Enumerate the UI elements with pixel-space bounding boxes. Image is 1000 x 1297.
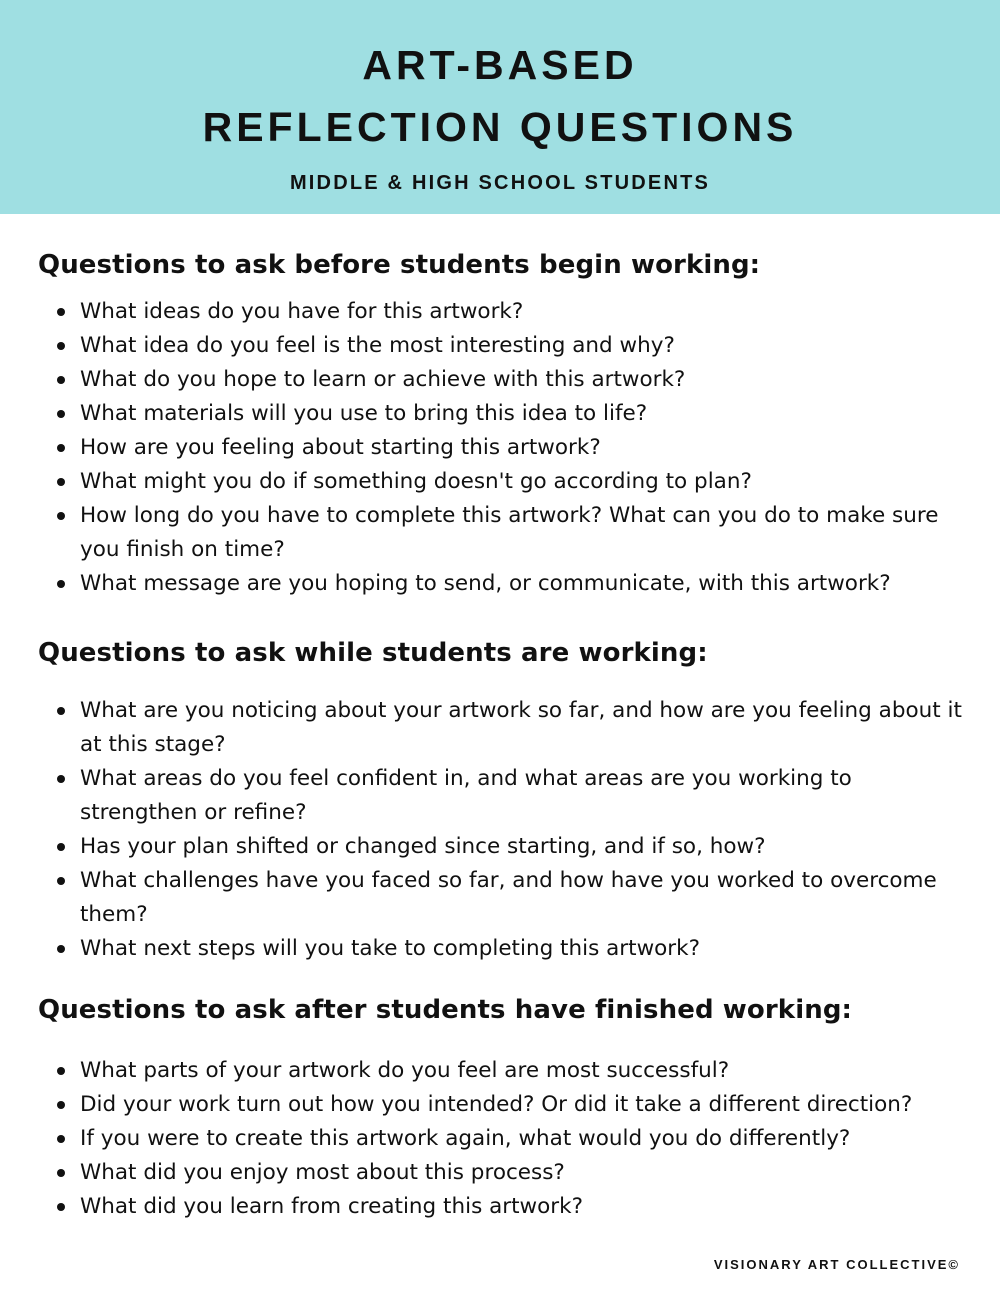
list-item: What materials will you use to bring this idea to life? xyxy=(38,397,968,431)
list-item: What might you do if something doesn't go according to plan? xyxy=(38,465,968,499)
page-title-line-2: REFLECTION QUESTIONS xyxy=(202,104,798,150)
footer-credit: VISIONARY ART COLLECTIVE© xyxy=(713,1257,960,1272)
section-heading: Questions to ask before students begin working: xyxy=(38,250,761,280)
header-banner xyxy=(0,0,1000,214)
question-list xyxy=(38,1054,968,1224)
section-before-working xyxy=(38,248,968,601)
list-item: What next steps will you take to completing this artwork? xyxy=(38,932,968,966)
list-item: How long do you have to complete this artwork? What can you do to make sure you finish on time? xyxy=(38,499,968,567)
list-item: What parts of your artwork do you feel are most successful? xyxy=(38,1054,968,1088)
page-title-line-1: ART-BASED xyxy=(362,42,638,88)
list-item: Has your plan shifted or changed since starting, and if so, how? xyxy=(38,830,968,864)
section-heading: Questions to ask while students are working: xyxy=(38,638,708,668)
list-item: What did you enjoy most about this process? xyxy=(38,1156,968,1190)
list-item: What did you learn from creating this artwork? xyxy=(38,1190,968,1224)
list-item: What areas do you feel confident in, and what areas are you working to strengthen or refine? xyxy=(38,762,968,830)
question-list xyxy=(38,694,968,966)
question-list xyxy=(38,295,968,601)
list-item: How are you feeling about starting this artwork? xyxy=(38,431,968,465)
list-item: What are you noticing about your artwork so far, and how are you feeling about it at this stage? xyxy=(38,694,968,762)
list-item: What do you hope to learn or achieve with this artwork? xyxy=(38,363,968,397)
section-while-working xyxy=(38,636,968,966)
section-heading: Questions to ask after students have finished working: xyxy=(38,995,853,1025)
list-item: What message are you hoping to send, or communicate, with this artwork? xyxy=(38,567,968,601)
list-item: If you were to create this artwork again, what would you do differently? xyxy=(38,1122,968,1156)
list-item: What ideas do you have for this artwork? xyxy=(38,295,968,329)
page-subtitle: MIDDLE & HIGH SCHOOL STUDENTS xyxy=(289,172,711,194)
list-item: Did your work turn out how you intended? Or did it take a different direction? xyxy=(38,1088,968,1122)
list-item: What challenges have you faced so far, and how have you worked to overcome them? xyxy=(38,864,968,932)
list-item: What idea do you feel is the most interesting and why? xyxy=(38,329,968,363)
section-after-working xyxy=(38,993,968,1224)
